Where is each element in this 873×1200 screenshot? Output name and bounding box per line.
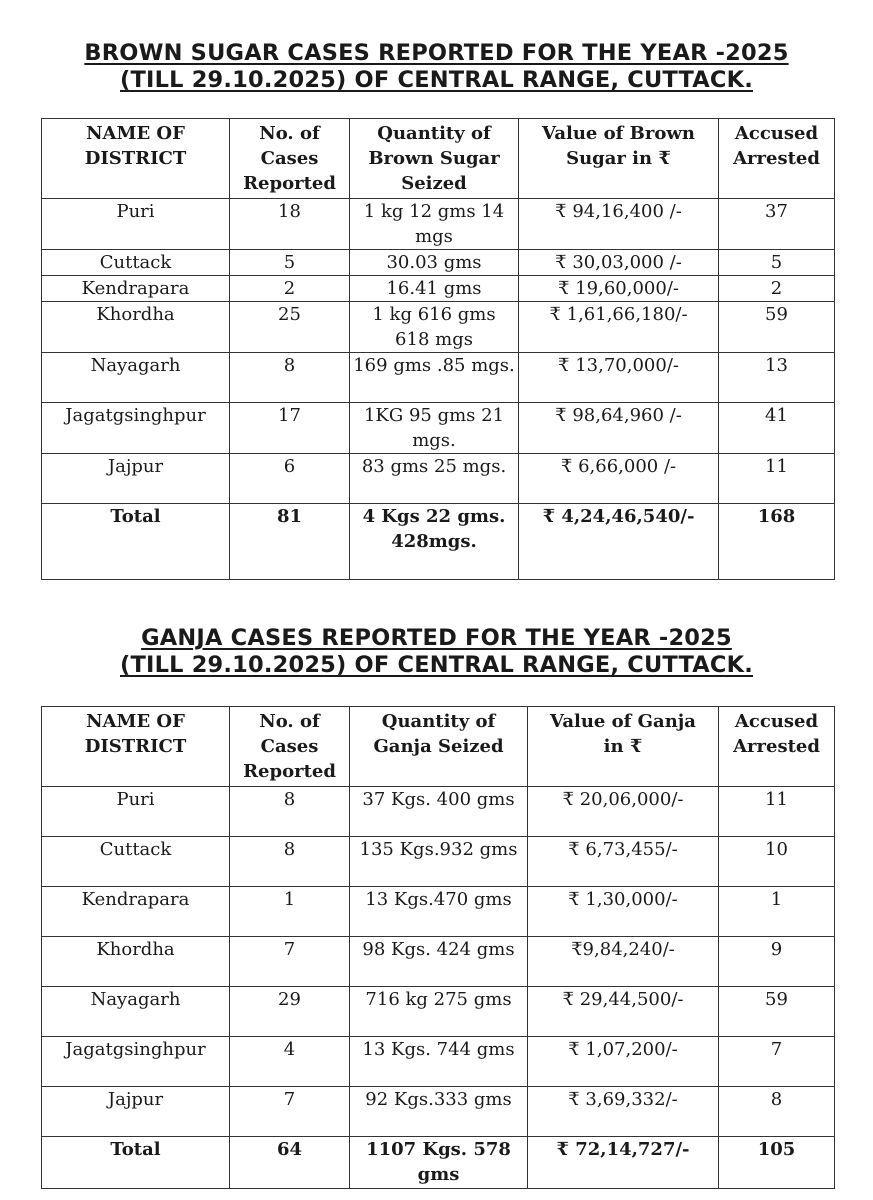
total-arrested: 168 — [719, 504, 835, 580]
arrested-cell: 59 — [719, 302, 835, 353]
table-row — [42, 302, 835, 353]
total-cases: 64 — [230, 1137, 350, 1189]
brown-sugar-title-line1: BROWN SUGAR CASES REPORTED FOR THE YEAR -2025 — [84, 40, 789, 66]
table-row — [42, 454, 835, 504]
value-cell: ₹ 30,03,000 /- — [519, 250, 719, 276]
quantity-cell: 30.03 gms — [350, 250, 519, 276]
cases-cell: 29 — [230, 987, 350, 1037]
quantity-cell: 83 gms 25 mgs. — [350, 454, 519, 504]
quantity-cell: 716 kg 275 gms — [350, 987, 528, 1037]
quantity-cell: 169 gms .85 mgs. — [350, 353, 519, 403]
district-cell: Jagatgsinghpur — [42, 403, 230, 454]
table-row — [42, 1037, 835, 1087]
cases-cell: 18 — [230, 199, 350, 250]
quantity-cell: 135 Kgs.932 gms — [350, 837, 528, 887]
total-row — [42, 1137, 835, 1189]
total-arrested: 105 — [719, 1137, 835, 1189]
header-arrested: Accused Arrested — [719, 707, 835, 787]
quantity-cell: 1 kg 12 gms 14 mgs — [350, 199, 519, 250]
table-row — [42, 353, 835, 403]
value-cell: ₹ 6,66,000 /- — [519, 454, 719, 504]
table-row — [42, 250, 835, 276]
arrested-cell: 59 — [719, 987, 835, 1037]
table-row — [42, 1087, 835, 1137]
value-cell: ₹ 98,64,960 /- — [519, 403, 719, 454]
header-value: Value of Brown Sugar in ₹ — [519, 119, 719, 199]
value-cell: ₹9,84,240/- — [528, 937, 719, 987]
cases-cell: 6 — [230, 454, 350, 504]
cases-cell: 2 — [230, 276, 350, 302]
value-cell: ₹ 29,44,500/- — [528, 987, 719, 1037]
value-cell: ₹ 19,60,000/- — [519, 276, 719, 302]
arrested-cell: 8 — [719, 1087, 835, 1137]
header-district: NAME OF DISTRICT — [42, 707, 230, 787]
total-row — [42, 504, 835, 580]
district-cell: Nayagarh — [42, 353, 230, 403]
total-quantity: 1107 Kgs. 578 gms — [350, 1137, 528, 1189]
district-cell: Puri — [42, 199, 230, 250]
district-cell: Jagatgsinghpur — [42, 1037, 230, 1087]
cases-cell: 8 — [230, 353, 350, 403]
district-cell: Nayagarh — [42, 987, 230, 1037]
total-value: ₹ 72,14,727/- — [528, 1137, 719, 1189]
header-quantity: Quantity of Brown Sugar Seized — [350, 119, 519, 199]
quantity-cell: 13 Kgs.470 gms — [350, 887, 528, 937]
value-cell: ₹ 1,30,000/- — [528, 887, 719, 937]
total-cases: 81 — [230, 504, 350, 580]
district-cell: Cuttack — [42, 250, 230, 276]
arrested-cell: 7 — [719, 1037, 835, 1087]
arrested-cell: 1 — [719, 887, 835, 937]
value-cell: ₹ 13,70,000/- — [519, 353, 719, 403]
quantity-cell: 98 Kgs. 424 gms — [350, 937, 528, 987]
arrested-cell: 13 — [719, 353, 835, 403]
table-row — [42, 937, 835, 987]
table-header-row — [42, 119, 835, 199]
header-cases: No. of Cases Reported — [230, 707, 350, 787]
ganja-title — [0, 625, 873, 679]
cases-cell: 25 — [230, 302, 350, 353]
quantity-cell: 1KG 95 gms 21 mgs. — [350, 403, 519, 454]
cases-cell: 5 — [230, 250, 350, 276]
value-cell: ₹ 20,06,000/- — [528, 787, 719, 837]
brown-sugar-title — [0, 40, 873, 94]
table-row — [42, 887, 835, 937]
arrested-cell: 37 — [719, 199, 835, 250]
district-cell: Khordha — [42, 937, 230, 987]
brown-sugar-title-line2: (TILL 29.10.2025) OF CENTRAL RANGE, CUTTACK. — [119, 67, 753, 93]
arrested-cell: 9 — [719, 937, 835, 987]
table-row — [42, 987, 835, 1037]
quantity-cell: 1 kg 616 gms 618 mgs — [350, 302, 519, 353]
district-cell: Jajpur — [42, 454, 230, 504]
ganja-title-line2: (TILL 29.10.2025) OF CENTRAL RANGE, CUTTACK. — [119, 652, 753, 678]
table-header-row — [42, 707, 835, 787]
district-cell: Kendrapara — [42, 276, 230, 302]
quantity-cell: 16.41 gms — [350, 276, 519, 302]
table-row — [42, 199, 835, 250]
value-cell: ₹ 94,16,400 /- — [519, 199, 719, 250]
value-cell: ₹ 3,69,332/- — [528, 1087, 719, 1137]
table-row — [42, 276, 835, 302]
header-district: NAME OF DISTRICT — [42, 119, 230, 199]
total-label: Total — [42, 504, 230, 580]
district-cell: Cuttack — [42, 837, 230, 887]
district-cell: Puri — [42, 787, 230, 837]
header-cases: No. of Cases Reported — [230, 119, 350, 199]
total-label: Total — [42, 1137, 230, 1189]
table-row — [42, 787, 835, 837]
value-cell: ₹ 1,07,200/- — [528, 1037, 719, 1087]
ganja-title-line1: GANJA CASES REPORTED FOR THE YEAR -2025 — [141, 625, 732, 651]
cases-cell: 7 — [230, 937, 350, 987]
value-cell: ₹ 1,61,66,180/- — [519, 302, 719, 353]
table-row — [42, 837, 835, 887]
cases-cell: 4 — [230, 1037, 350, 1087]
cases-cell: 8 — [230, 837, 350, 887]
cases-cell: 8 — [230, 787, 350, 837]
arrested-cell: 5 — [719, 250, 835, 276]
header-quantity: Quantity of Ganja Seized — [350, 707, 528, 787]
cases-cell: 17 — [230, 403, 350, 454]
cases-cell: 7 — [230, 1087, 350, 1137]
arrested-cell: 41 — [719, 403, 835, 454]
value-cell: ₹ 6,73,455/- — [528, 837, 719, 887]
district-cell: Khordha — [42, 302, 230, 353]
arrested-cell: 11 — [719, 787, 835, 837]
ganja-table — [41, 706, 835, 1189]
quantity-cell: 37 Kgs. 400 gms — [350, 787, 528, 837]
arrested-cell: 10 — [719, 837, 835, 887]
district-cell: Kendrapara — [42, 887, 230, 937]
quantity-cell: 92 Kgs.333 gms — [350, 1087, 528, 1137]
arrested-cell: 2 — [719, 276, 835, 302]
header-value: Value of Ganja in ₹ — [528, 707, 719, 787]
cases-cell: 1 — [230, 887, 350, 937]
table-row — [42, 403, 835, 454]
district-cell: Jajpur — [42, 1087, 230, 1137]
quantity-cell: 13 Kgs. 744 gms — [350, 1037, 528, 1087]
total-value: ₹ 4,24,46,540/- — [519, 504, 719, 580]
header-arrested: Accused Arrested — [719, 119, 835, 199]
arrested-cell: 11 — [719, 454, 835, 504]
total-quantity: 4 Kgs 22 gms. 428mgs. — [350, 504, 519, 580]
brown-sugar-table — [41, 118, 835, 580]
